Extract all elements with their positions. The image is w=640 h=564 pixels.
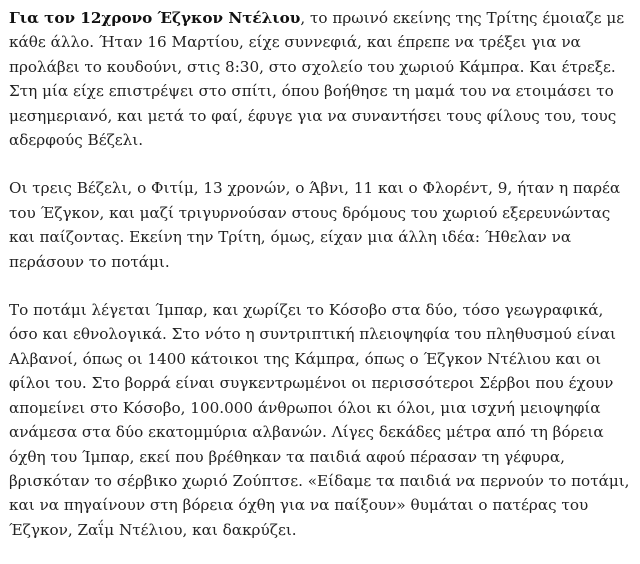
- paragraph-text: , το πρωινό εκείνης της Τρίτης έμοιαζε με κάθε άλλο. Ήταν 16 Μαρτίου, είχε συννεφιά, και έπρεπε να τρέξει για να προλάβει το κουδούνι, στις 8:30, στο σχολείο του χωριού Κάμπρα. Και έτρεξε. Στη μία είχε επιστρέψει στο σπίτι, όπου βοήθησε τη μαμά του να ετοιμάσει το μεσημεριανό, και μετά το φαί, έφυγε για να συναντήσει τους φίλους του, τους αδερφούς Βέζελι.: [9, 9, 625, 150]
- paragraph-1: [9, 6, 631, 152]
- paragraph-lead: Για τον 12χρονο Έζγκον Ντέλιου: [9, 9, 301, 27]
- paragraph-text: Οι τρεις Βέζελι, ο Φιτίμ, 13 χρονών, ο Άβνι, 11 και ο Φλορέντ, 9, ήταν η παρέα του Έζγκον, και μαζί τριγυρνούσαν στους δρόμους του χωριού εξερευνώντας και παίζοντας. Εκείνη την Τρίτη, όμως, είχαν μια άλλη ιδέα: Ήθελαν να περάσουν το ποτάμι.: [9, 179, 621, 271]
- paragraph-3: [9, 298, 631, 542]
- paragraph-2: [9, 176, 631, 274]
- paragraph-text: Το ποτάμι λέγεται Ίμπαρ, και χωρίζει το Κόσοβο στα δύο, τόσο γεωγραφικά, όσο και εθνολογικά. Στο νότο η συντριπτική πλειοψηφία του πληθυσμού είναι Αλβανοί, όπως οι 1400 κάτοικοι της Κάμπρα, όπως ο Έζγκον Ντέλιου και οι φίλοι του. Στο βορρά είναι συγκεντρωμένοι οι περισσότεροι Σέρβοι που έχουν απομείνει στο Κόσοβο, 100.000 άνθρωποι όλοι κι όλοι, μια ισχνή μειοψηφία ανάμεσα στα δύο εκατομμύρια αλβανών. Λίγες δεκάδες μέτρα από τη βόρεια όχθη του Ίμπαρ, εκεί που βρέθηκαν τα παιδιά αφού πέρασαν τη γέφυρα, βρισκόταν το σέρβικο χωριό Ζούπτσε. «Είδαμε τα παιδιά να περνούν το ποτάμι, και να πηγαίνουν στη βόρεια όχθη για να παίξουν» θυμάται ο πατέρας του Έζγκον, Ζαΐμ Ντέλιου, και δακρύζει.: [9, 301, 630, 539]
